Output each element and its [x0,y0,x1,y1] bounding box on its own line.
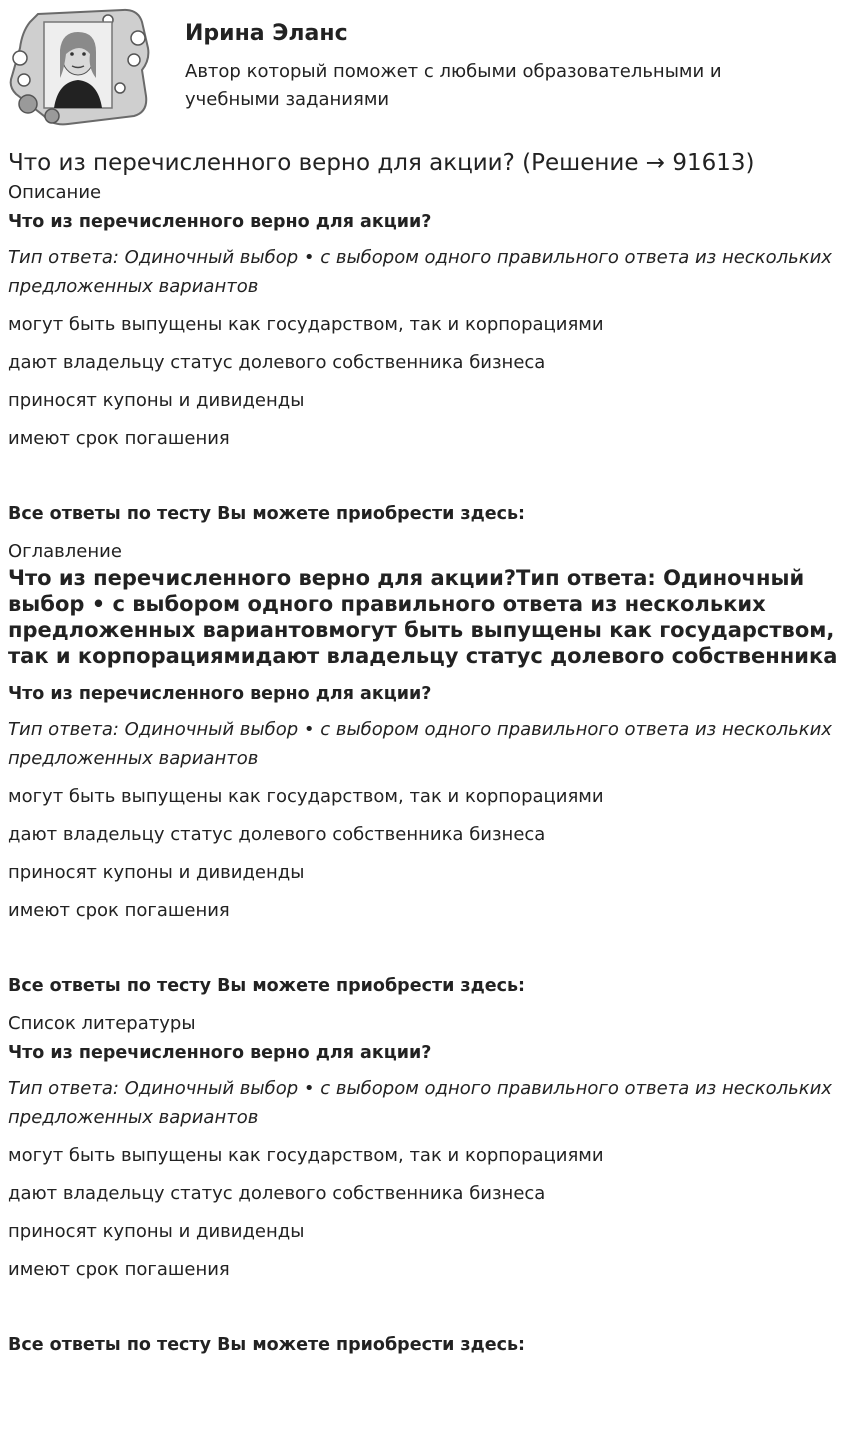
spacer [8,934,843,973]
spacer [8,462,843,501]
answer-option: приносят купоны и дивиденды [8,390,305,411]
answer-type: Тип ответа: Одиночный выбор • с выбором одного правильного ответа из нескольких предложенных вариантов [8,1078,832,1128]
author-name[interactable]: Ирина Эланс [185,21,348,46]
question-text: Что из перечисленного верно для акции? [8,684,432,704]
answer-option: имеют срок погашения [8,1259,230,1280]
answer-option: могут быть выпущены как государством, так и корпорациями [8,1145,604,1166]
buy-answers-link[interactable]: Все ответы по тесту Вы можете приобрести здесь: [8,976,526,996]
answer-option: могут быть выпущены как государством, так и корпорациями [8,314,604,335]
answer-option: приносят купоны и дивиденды [8,1221,305,1242]
question-text: Что из перечисленного верно для акции? [8,212,432,232]
spacer [8,1293,843,1332]
answer-option: имеют срок погашения [8,900,230,921]
buy-answers-link[interactable]: Все ответы по тесту Вы можете приобрести здесь: [8,1335,526,1355]
author-description: Автор который поможет с любыми образовательными и учебными заданиями [185,61,722,110]
main-content [8,146,843,1370]
toc-heading: Что из перечисленного верно для акции?Тип ответа: Одиночный выбор • с выбором одного правильного ответа из нескольких предложенных вариантовмогут быть выпущены как государством, так и корпорациямидают владельцу статус долевого собственника [8,566,838,668]
section-label: Список литературы [8,1013,196,1034]
section-label: Описание [8,182,102,203]
answer-option: приносят купоны и дивиденды [8,862,305,883]
buy-answers-link[interactable]: Все ответы по тесту Вы можете приобрести здесь: [8,504,526,524]
answer-type: Тип ответа: Одиночный выбор • с выбором одного правильного ответа из нескольких предложенных вариантов [8,247,832,297]
section-toc [8,539,843,999]
question-text: Что из перечисленного верно для акции? [8,1043,432,1063]
author-header [8,8,838,126]
page-title: Что из перечисленного верно для акции? (Решение → 91613) [8,150,755,176]
section-label: Оглавление [8,541,122,562]
answer-option: могут быть выпущены как государством, так и корпорациями [8,786,604,807]
author-avatar [8,8,150,126]
answer-option: дают владельцу статус долевого собственника бизнеса [8,1183,546,1204]
section-bibliography [8,1011,843,1358]
answer-option: дают владельцу статус долевого собственника бизнеса [8,352,546,373]
answer-type: Тип ответа: Одиночный выбор • с выбором одного правильного ответа из нескольких предложенных вариантов [8,719,832,769]
section-description [8,180,843,527]
answer-option: дают владельцу статус долевого собственника бизнеса [8,824,546,845]
answer-option: имеют срок погашения [8,428,230,449]
